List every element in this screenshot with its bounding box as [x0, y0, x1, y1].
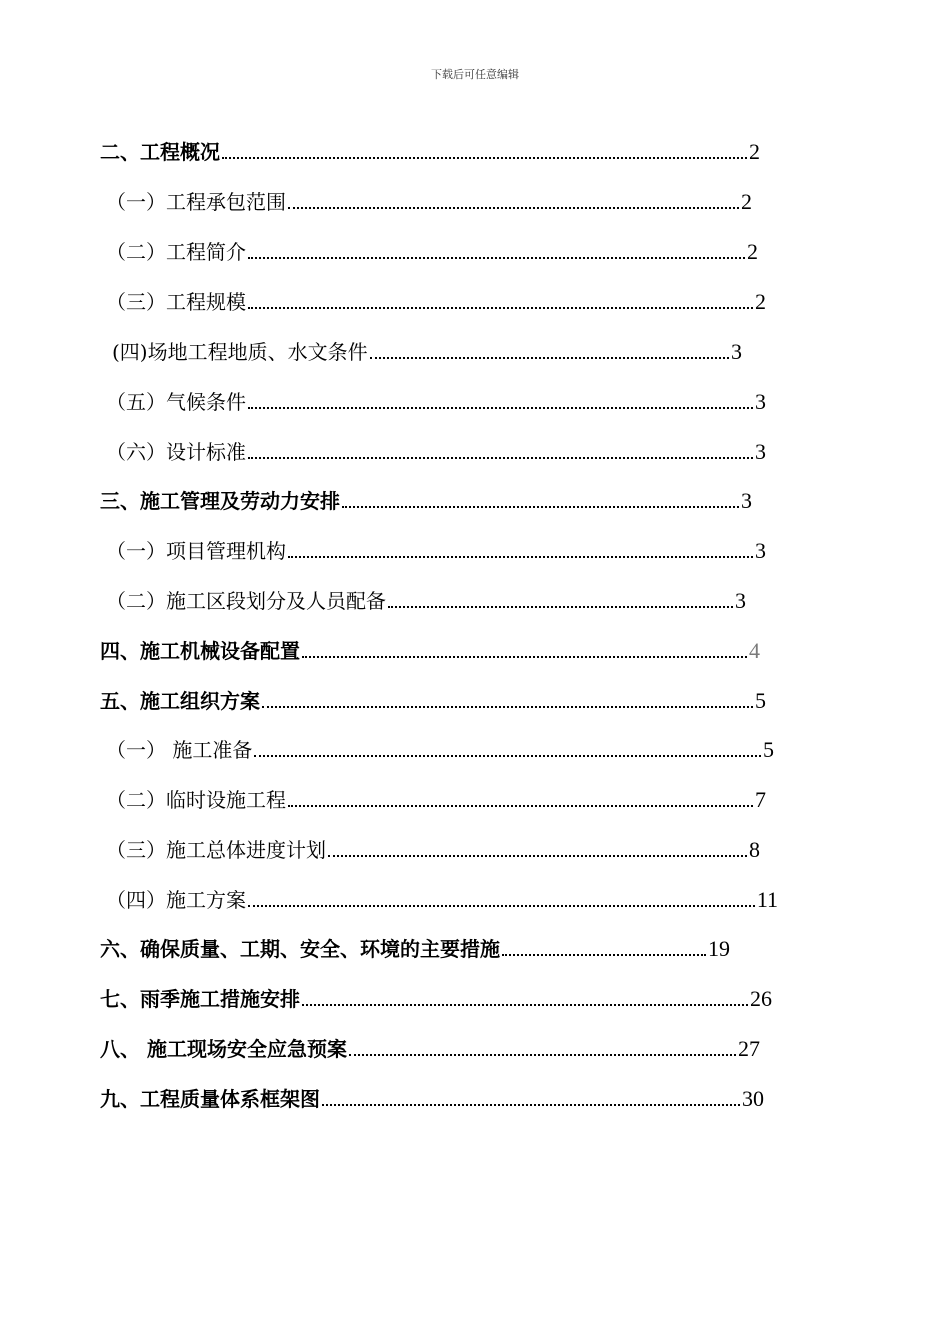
toc-entry-page-number: 27: [738, 1036, 760, 1061]
toc-entry-page-number: 2: [755, 289, 766, 314]
toc-entry-page-number: 5: [763, 737, 774, 762]
toc-entry[interactable]: [112, 335, 742, 365]
page-header-note: 下载后可任意编辑: [431, 68, 519, 81]
toc-dot-leader: [248, 407, 753, 409]
toc-entry[interactable]: [106, 733, 774, 763]
toc-entry-page-number: 3: [735, 588, 746, 613]
toc-dot-leader: [248, 905, 755, 907]
toc-entry[interactable]: [106, 185, 752, 215]
toc-entry-page-number: 3: [741, 488, 752, 513]
toc-entry-title: （二）工程简介: [106, 240, 246, 264]
toc-entry-title: 二、工程概况: [100, 140, 220, 164]
toc-dot-leader: [248, 307, 753, 309]
toc-entry-page-number: 3: [731, 339, 742, 364]
toc-entry[interactable]: [106, 534, 766, 564]
toc-entry[interactable]: [100, 634, 760, 664]
toc-entry-title: 五、施工组织方案: [100, 689, 260, 713]
toc-entry[interactable]: [106, 833, 760, 863]
toc-entry[interactable]: [106, 435, 766, 465]
toc-dot-leader: [254, 755, 761, 757]
toc-entry-title: 七、雨季施工措施安排: [100, 987, 300, 1011]
toc-entry[interactable]: [100, 982, 772, 1012]
toc-dot-leader: [222, 157, 747, 159]
toc-entry-page-number: 11: [756, 887, 778, 912]
toc-dot-leader: [248, 457, 753, 459]
toc-dot-leader: [302, 656, 747, 658]
toc-entry-page-number: 5: [755, 688, 766, 713]
toc-entry-title: （一）工程承包范围: [106, 190, 286, 214]
toc-entry-title: （二）临时设施工程: [106, 788, 286, 812]
toc-entry-page-number: 7: [755, 787, 766, 812]
toc-entry-title: （五）气候条件: [106, 390, 246, 414]
toc-entry-page-number: 4: [749, 638, 760, 663]
toc-dot-leader: [342, 506, 739, 508]
toc-entry-title: （四）施工方案: [106, 888, 246, 912]
toc-dot-leader: [248, 257, 745, 259]
toc-dot-leader: [288, 556, 753, 558]
toc-entry-page-number: 2: [747, 239, 758, 264]
toc-entry-title: （六）设计标准: [106, 440, 246, 464]
toc-entry[interactable]: [106, 385, 766, 415]
toc-dot-leader: [388, 606, 733, 608]
toc-entry-title: 四、施工机械设备配置: [100, 639, 300, 663]
toc-entry[interactable]: [100, 135, 760, 165]
toc-entry-title: （一） 施工准备: [106, 738, 253, 762]
toc-entry[interactable]: [106, 584, 746, 614]
toc-entry[interactable]: [100, 1082, 764, 1112]
toc-dot-leader: [328, 855, 747, 857]
toc-dot-leader: [288, 805, 753, 807]
toc-entry-page-number: 3: [755, 389, 766, 414]
toc-entry[interactable]: [100, 1032, 760, 1062]
toc-dot-leader: [370, 357, 729, 359]
toc-entry-title: （三）施工总体进度计划: [106, 838, 326, 862]
toc-entry[interactable]: [106, 285, 766, 315]
toc-entry[interactable]: [106, 235, 758, 265]
toc-entry-title: （二）施工区段划分及人员配备: [106, 589, 386, 613]
toc-entry-title: 九、工程质量体系框架图: [100, 1087, 320, 1111]
toc-entry[interactable]: [100, 684, 766, 714]
toc-entry-page-number: 26: [750, 986, 772, 1011]
toc-entry[interactable]: [106, 783, 766, 813]
toc-entry-page-number: 3: [755, 439, 766, 464]
toc-entry-page-number: 2: [749, 139, 760, 164]
toc-entry-page-number: 8: [749, 837, 760, 862]
toc-entry-title: (四)场地工程地质、水文条件: [112, 340, 368, 364]
toc-entry-page-number: 3: [755, 538, 766, 563]
toc-dot-leader: [288, 207, 739, 209]
toc-entry-title: （三）工程规模: [106, 290, 246, 314]
toc-dot-leader: [262, 706, 753, 708]
toc-dot-leader: [349, 1054, 736, 1056]
toc-entry-title: （一）项目管理机构: [106, 539, 286, 563]
toc-dot-leader: [322, 1104, 740, 1106]
toc-entry-title: 六、确保质量、工期、安全、环境的主要措施: [100, 937, 500, 961]
toc-entry-title: 三、施工管理及劳动力安排: [100, 489, 340, 513]
toc-entry-page-number: 2: [741, 189, 752, 214]
toc-entry-title: 八、 施工现场安全应急预案: [100, 1037, 347, 1061]
toc-entry[interactable]: [100, 932, 730, 962]
toc-entry-page-number: 30: [742, 1086, 764, 1111]
toc-entry[interactable]: [100, 484, 752, 514]
toc-dot-leader: [502, 954, 706, 956]
toc-entry-page-number: 19: [708, 936, 730, 961]
toc-dot-leader: [302, 1004, 748, 1006]
toc-entry[interactable]: [106, 883, 778, 913]
